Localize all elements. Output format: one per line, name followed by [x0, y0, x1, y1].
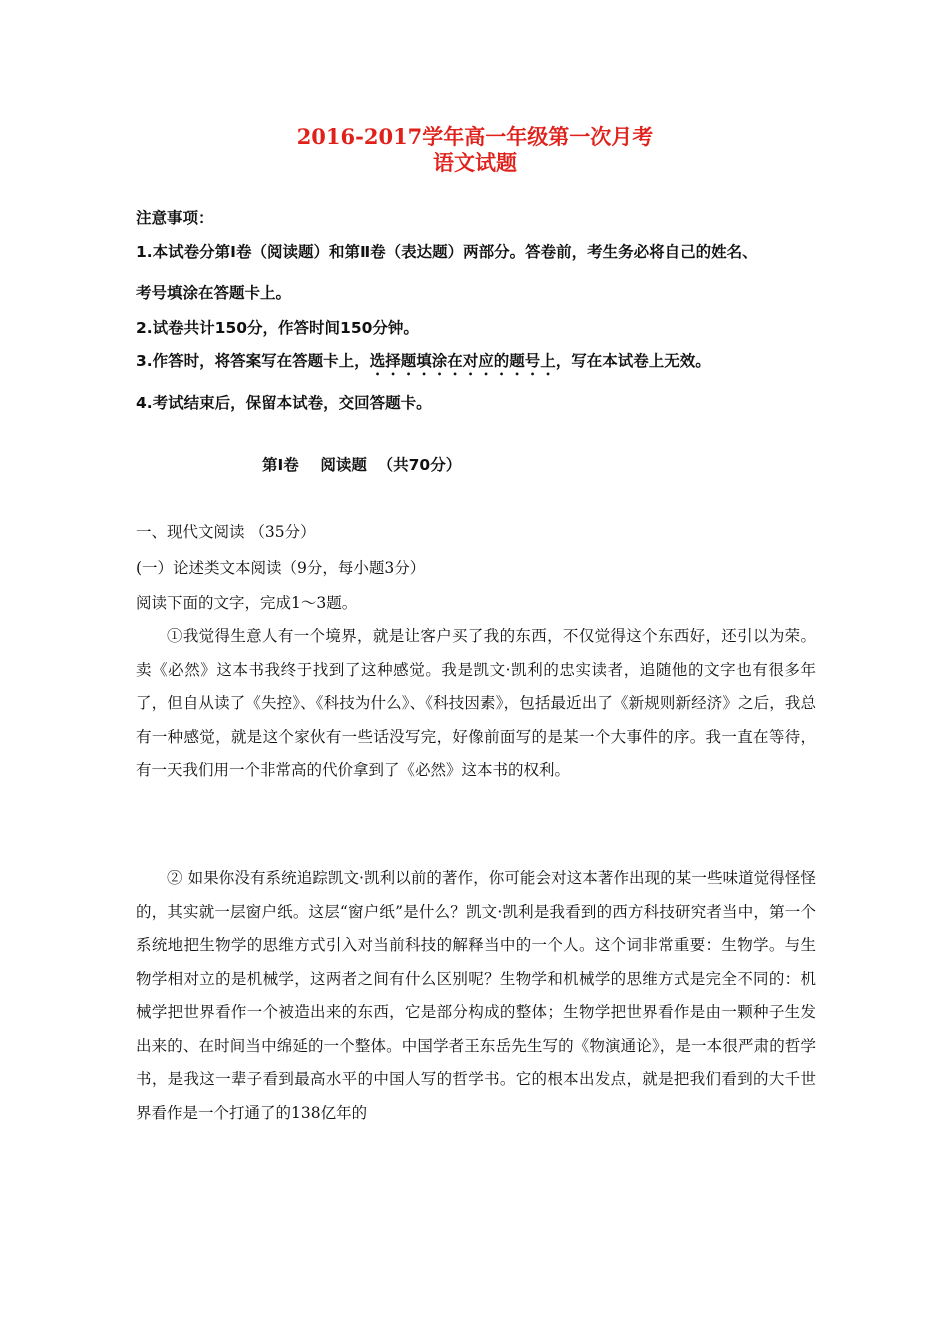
notice-item-3-emphasis: 选择题填涂在对应的题号上 [369, 352, 556, 370]
part-1-heading: 第Ⅰ卷 阅读题 （共70分） [262, 456, 462, 474]
notice-item-1-line-2: 考号填涂在答题卡上。 [136, 284, 292, 302]
notice-item-2: 2.试卷共计150分，作答时间150分钟。 [136, 319, 419, 337]
exam-subject-title: 语文试题 [433, 150, 517, 175]
notice-item-3-post: ，写在本试卷上无效。 [555, 352, 711, 370]
notice-item-4: 4.考试结束后，保留本试卷，交回答题卡。 [136, 394, 432, 412]
exam-title: 2016-2017学年高一年级第一次月考 [296, 124, 654, 149]
passage-paragraph-1: ①我觉得生意人有一个境界，就是让客户买了我的东西，不仅觉得这个东西好，还引以为荣。卖《必然》这本书我终于找到了这种感觉。我是凯文·凯利的忠实读者，追随他的文字也有很多年了，但自从读了《失控》、《科技为什么》、《科技因素》，包括最近出了《新规则新经济》之后，我总有一种感觉，就是这个家伙有一些话没写完，好像前面写的是某一个大事件的序。我一直在等待，有一天我们用一个非常高的代价拿到了《必然》这本书的权利。 [136, 627, 816, 779]
subsection-argumentative-reading: (一）论述类文本阅读（9分，每小题3分） [136, 559, 426, 577]
notice-item-3 [136, 349, 836, 379]
passage-paragraph-2: ② 如果你没有系统追踪凯文·凯利以前的著作，你可能会对这本著作出现的某一些味道觉得怪怪的，其实就一层窗户纸。这层“窗户纸”是什么？凯文·凯利是我看到的西方科技研究者当中，第一个系统地把生物学的思维方式引入对当前科技的解释当中的一个人。这个词非常重要：生物学。与生物学相对立的是机械学，这两者之间有什么区别呢？生物学和机械学的思维方式是完全不同的：机械学把世界看作一个被造出来的东西，它是部分构成的整体；生物学把世界看作是由一颗种子生发出来的、在时间当中绵延的一个整体。中国学者王东岳先生写的《物演通论》，是一本很严肃的哲学书，是我这一辈子看到最高水平的中国人写的哲学书。它的根本出发点，就是把我们看到的大千世界看作是一个打通了的138亿年的 [136, 869, 816, 1122]
section-modern-reading: 一、现代文阅读 （35分） [136, 523, 316, 541]
notice-item-1-line-1: 1.本试卷分第Ⅰ卷（阅读题）和第Ⅱ卷（表达题）两部分。答卷前，考生务必将自己的姓名、 [136, 243, 758, 261]
notice-item-3-pre: 3.作答时，将答案写在答题卡上， [136, 352, 370, 370]
reading-instruction: 阅读下面的文字，完成1～3题。 [136, 594, 358, 612]
notice-heading: 注意事项： [136, 209, 214, 227]
